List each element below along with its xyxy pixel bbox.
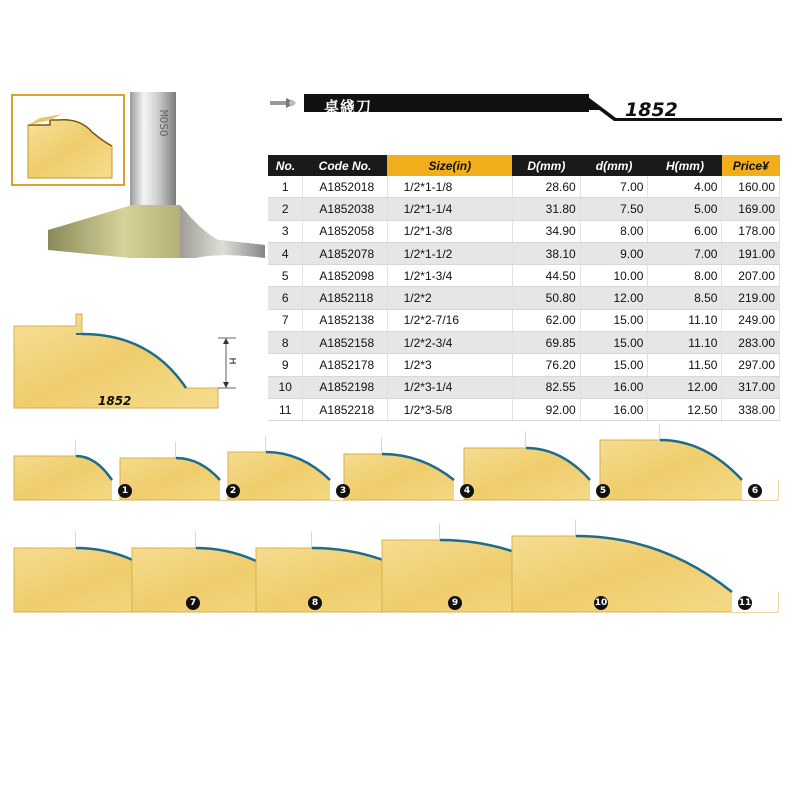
cell-price: 207.00 (722, 265, 780, 287)
cell-H: 8.50 (648, 287, 722, 309)
profile-number-badge: 3 (336, 484, 350, 498)
cell-code: A1852198 (303, 376, 387, 398)
cell-price: 283.00 (722, 332, 780, 354)
cell-size: 1/2*2 (387, 287, 512, 309)
cell-H: 12.50 (648, 398, 722, 420)
table-row (268, 376, 780, 398)
cell-code: A1852098 (303, 265, 387, 287)
cell-no: 9 (268, 354, 303, 376)
cell-D: 92.00 (512, 398, 580, 420)
cell-code: A1852058 (303, 220, 387, 242)
cutter-icon (270, 98, 296, 108)
cell-size: 1/2*3 (387, 354, 512, 376)
col-d: d(mm) (580, 155, 648, 176)
cell-code: A1852158 (303, 332, 387, 354)
cell-H: 8.00 (648, 265, 722, 287)
table-row (268, 354, 780, 376)
cell-D: 62.00 (512, 309, 580, 331)
cell-no: 1 (268, 176, 303, 198)
cell-D: 82.55 (512, 376, 580, 398)
cell-price: 169.00 (722, 198, 780, 220)
cell-H: 11.10 (648, 332, 722, 354)
cell-size: 1/2*1-3/8 (387, 220, 512, 242)
cell-D: 44.50 (512, 265, 580, 287)
cell-D: 50.80 (512, 287, 580, 309)
cell-D: 38.10 (512, 242, 580, 264)
table-row (268, 265, 780, 287)
cell-D: 34.90 (512, 220, 580, 242)
cell-d: 8.00 (580, 220, 648, 242)
cell-code: A1852218 (303, 398, 387, 420)
table-row (268, 398, 780, 420)
table-row (268, 332, 780, 354)
cell-d: 7.50 (580, 198, 648, 220)
cell-code: A1852078 (303, 242, 387, 264)
cell-price: 160.00 (722, 176, 780, 198)
cell-D: 31.80 (512, 198, 580, 220)
table-row (268, 176, 780, 198)
cell-H: 11.50 (648, 354, 722, 376)
cell-size: 1/2*2-7/16 (387, 309, 512, 331)
cutter-blade (180, 205, 265, 258)
cell-d: 16.00 (580, 398, 648, 420)
cell-d: 7.00 (580, 176, 648, 198)
cell-D: 76.20 (512, 354, 580, 376)
cell-price: 219.00 (722, 287, 780, 309)
cell-H: 7.00 (648, 242, 722, 264)
cell-no: 2 (268, 198, 303, 220)
cell-d: 16.00 (580, 376, 648, 398)
profile-number-badge: 6 (748, 484, 762, 498)
profiles-grid (0, 420, 800, 620)
cell-H: 6.00 (648, 220, 722, 242)
cell-price: 178.00 (722, 220, 780, 242)
cell-D: 69.85 (512, 332, 580, 354)
table-header-row (268, 155, 780, 176)
cell-size: 1/2*1-1/2 (387, 242, 512, 264)
cell-d: 15.00 (580, 354, 648, 376)
profile-number-badge: 5 (596, 484, 610, 498)
header-title: 桌綫刀 (324, 98, 373, 116)
cell-H: 11.10 (648, 309, 722, 331)
cell-price: 297.00 (722, 354, 780, 376)
col-no: No. (268, 155, 303, 176)
profile-number-badge: 1 (118, 484, 132, 498)
cell-no: 10 (268, 376, 303, 398)
spec-table (268, 155, 780, 421)
col-D: D(mm) (512, 155, 580, 176)
cell-H: 12.00 (648, 376, 722, 398)
cell-price: 317.00 (722, 376, 780, 398)
cell-size: 1/2*3-1/4 (387, 376, 512, 398)
cell-d: 15.00 (580, 332, 648, 354)
cell-code: A1852118 (303, 287, 387, 309)
profile-number-badge: 9 (448, 596, 462, 610)
table-row (268, 287, 780, 309)
height-symbol: H (226, 357, 237, 365)
profile-number-badge: 2 (226, 484, 240, 498)
cell-no: 11 (268, 398, 303, 420)
col-H: H(mm) (648, 155, 722, 176)
cell-d: 9.00 (580, 242, 648, 264)
cell-code: A1852138 (303, 309, 387, 331)
cell-d: 15.00 (580, 309, 648, 331)
model-number: 1852 (625, 99, 678, 121)
table-row (268, 198, 780, 220)
cell-size: 1/2*1-3/4 (387, 265, 512, 287)
cell-D: 28.60 (512, 176, 580, 198)
table-row (268, 309, 780, 331)
cell-code: A1852178 (303, 354, 387, 376)
cell-price: 338.00 (722, 398, 780, 420)
profile-number-badge: 7 (186, 596, 200, 610)
cell-no: 8 (268, 332, 303, 354)
cell-code: A1852038 (303, 198, 387, 220)
profile-thumbnail (12, 95, 124, 185)
cell-no: 6 (268, 287, 303, 309)
cell-price: 191.00 (722, 242, 780, 264)
cell-no: 5 (268, 265, 303, 287)
profile-number-badge: 10 (594, 598, 608, 608)
shank-text: MOSO (157, 110, 170, 137)
cell-d: 10.00 (580, 265, 648, 287)
profile-number-badge: 4 (460, 484, 474, 498)
cell-size: 1/2*2-3/4 (387, 332, 512, 354)
col-price: Price¥ (722, 155, 780, 176)
router-bit-illustration (0, 0, 270, 270)
cell-code: A1852018 (303, 176, 387, 198)
cell-price: 249.00 (722, 309, 780, 331)
cell-size: 1/2*1-1/8 (387, 176, 512, 198)
table-row (268, 220, 780, 242)
cell-size: 1/2*3-5/8 (387, 398, 512, 420)
cell-no: 3 (268, 220, 303, 242)
cell-d: 12.00 (580, 287, 648, 309)
cell-no: 7 (268, 309, 303, 331)
cell-H: 4.00 (648, 176, 722, 198)
col-code: Code No. (303, 155, 387, 176)
profile-number-badge: 11 (738, 598, 752, 608)
main-profile-diagram (0, 300, 270, 420)
profile-number-badge: 8 (308, 596, 322, 610)
col-size: Size(in) (387, 155, 512, 176)
cell-no: 4 (268, 242, 303, 264)
profile-label: 1852 (98, 394, 132, 408)
cell-H: 5.00 (648, 198, 722, 220)
table-row (268, 242, 780, 264)
cell-size: 1/2*1-1/4 (387, 198, 512, 220)
